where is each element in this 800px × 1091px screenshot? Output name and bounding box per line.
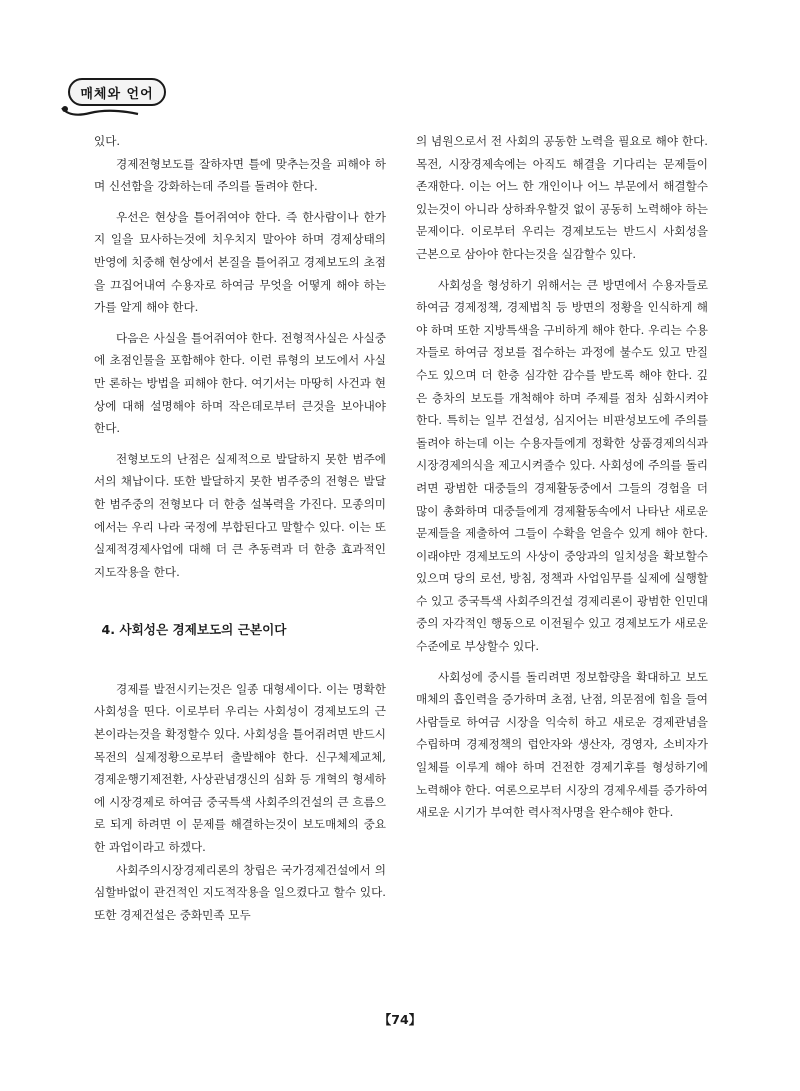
- paragraph: 있다.: [94, 134, 121, 148]
- paragraph: 다음은 사실을 틀어쥐여야 한다. 전형적사실은 사실중에 초점인물을 포함해야 한다. 이런 류형의 보도에서 사실만 론하는 방법을 피해야 한다. 여기서는 마땅히 사건과 현상에 대해 설명해야 하며 작은데로부터 큰것을 보아내야 한다.: [94, 330, 386, 436]
- paragraph: 사회주의시장경제리론의 창립은 국가경제건설에서 의심할바없이 관건적인 지도적작용을 일으켰다고 할수 있다. 또한 경제건설은 중화민족 모두: [94, 862, 386, 922]
- paragraph: 사회성에 중시를 돌리려면 정보함량을 확대하고 보도매체의 흡인력을 증가하며 초점, 난점, 의문점에 힘을 들여 사람들로 하여금 시장을 익숙히 하고 새로운 경제관념을 수립하며 경제정책의 럽안자와 생산자, 경영자, 소비자가 일체를 이루게 해야 하며 건전한 경제기후를 형성하기에 노력해야 한다. 여론으로부터 시장의 경제우세를 증가하여 새로운 시기가 부여한 력사적사명을 완수해야 한다.: [416, 669, 708, 820]
- paragraph: 의 념원으로서 전 사회의 공동한 노력을 필요로 해야 한다. 목전, 시장경제속에는 아직도 해결을 기다리는 문제들이 존재한다. 이는 어느 한 개인이나 어느 부문에서 해결할수 있는것이 아니라 상하좌우할것 없이 공동히 노력해야 하는 문제이다. 이로부터 우리는 경제보도는 반드시 사회성을 근본으로 삼아야 한다는것을 실감할수 있다.: [416, 134, 708, 261]
- logo-text: 매체와 언어: [80, 86, 154, 102]
- publication-logo: [68, 78, 166, 106]
- paragraph: 우선은 현상을 틀어쥐여야 한다. 즉 한사람이나 한가지 일을 묘사하는것에 치우치지 말아야 하며 경제상태의 반영에 치중해 현상에서 본질을 틀어쥐고 경제보도의 초점을 끄집어내여 수용자로 하여금 무엇을 어떻게 해야 하는가를 알게 해야 한다.: [94, 209, 386, 315]
- section-heading: 4. 사회성은 경제보도의 근본이다: [101, 622, 287, 638]
- logo-swoosh-icon: [60, 104, 140, 118]
- left-column: [94, 130, 386, 926]
- page-number: 【74】: [378, 1012, 422, 1027]
- paragraph: 전형보도의 난점은 실제적으로 발달하지 못한 범주에서의 채납이다. 또한 발달하지 못한 범주중의 전형은 발달한 범주중의 전형보다 더 한층 설복력을 가진다. 모종의미에서는 우리 나라 국정에 부합된다고 말할수 있다. 이는 또 실제적경제사업에 대해 더 큰 추동력과 더 한층 효과적인 지도작용을 한다.: [94, 451, 386, 579]
- right-column: [416, 130, 708, 824]
- paragraph: 경제를 발전시키는것은 일종 대형세이다. 이는 명확한 사회성을 띤다. 이로부터 우리는 사회성이 경제보도의 근본이라는것을 확정할수 있다. 사회성을 틀어쥐려면 반드시 목전의 실제정황으로부터 출발해야 한다. 신구체제교체, 경제운행기제전환, 사상관념갱신의 심화 등 개혁의 형세하에 시장경제로 하여금 중국특색 사회주의건설의 큰 흐름으로 되게 하려면 이 문제를 해결하는것이 보도매체의 중요한 과업이라고 하겠다.: [94, 681, 386, 855]
- paragraph: 경제전형보도를 잘하자면 틀에 맞추는것을 피해야 하며 신선함을 강화하는데 주의를 돌려야 한다.: [94, 156, 386, 194]
- paragraph: 사회성을 형성하기 위해서는 큰 방면에서 수용자들로 하여금 경제정책, 경제법칙 등 방면의 정황을 인식하게 해야 하며 또한 지방특색을 구비하게 해야 한다. 우리는 수용자들로 하여금 정보를 접수하는 과정에 불수도 있고 만질수도 있으며 더 한층 심각한 감수를 받도록 해야 한다. 깊은 층차의 보도를 개척해야 하며 주제를 점차 심화시켜야 한다. 특히는 일부 건설성, 심지어는 비판성보도에 주의를 돌려야 하는데 이는 수용자들에게 정확한 상품경제의식과 시장경제의식을 제고시켜줄수 있다. 사회성에 주의를 돌리려면 광범한 대중들의 경제활동중에서 그들의 경험을 더 많이 총화하며 대중들에게 경제활동속에서 나타난 새로운 문제들을 제출하여 그들이 수확을 얻을수 있게 해야 한다. 이래야만 경제보도의 사상이 중앙과의 일치성을 확보할수 있으며 당의 로선, 방침, 정책과 사업임무를 실제에 실행할수 있고 중국특색 사회주의건설 경제리론이 광범한 인민대중의 자각적인 행동으로 이전될수 있고 경제보도가 새로운 수준에로 부상할수 있다.: [416, 277, 708, 654]
